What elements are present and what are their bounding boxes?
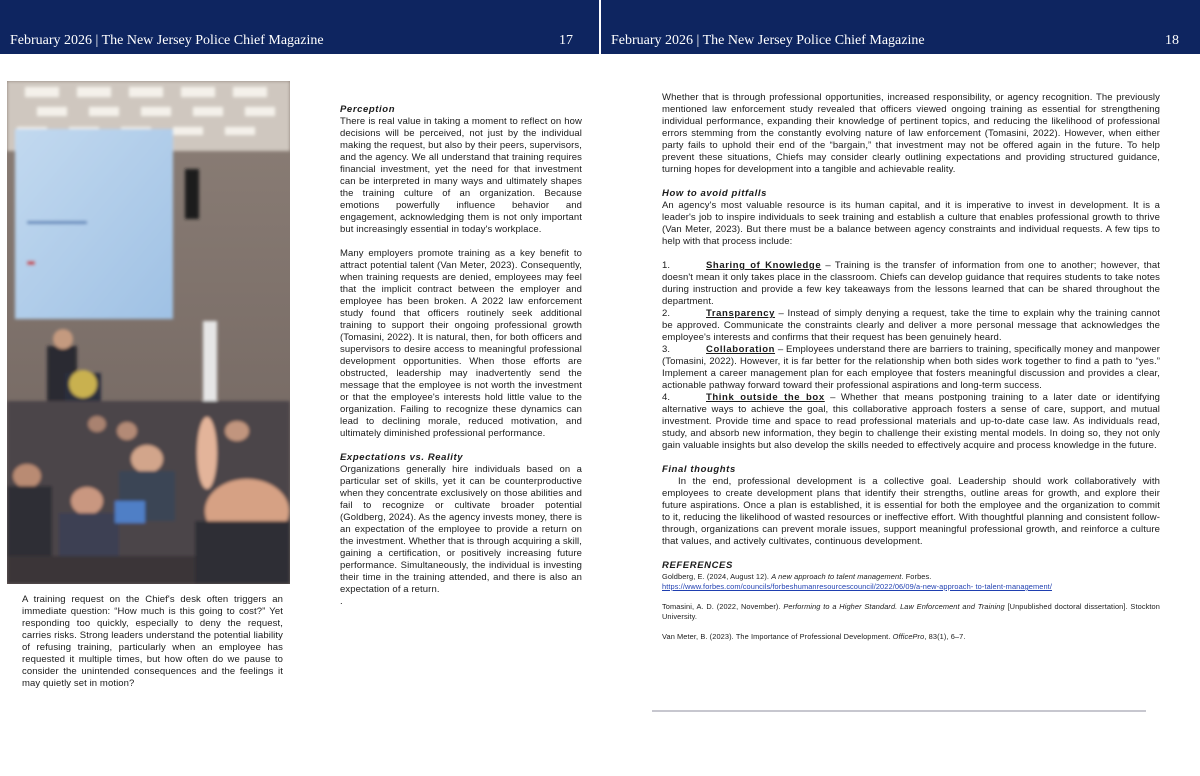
tip-item bbox=[662, 344, 1160, 392]
reference-item bbox=[662, 572, 1160, 592]
magazine-title: February 2026 | The New Jersey Police Chief Magazine bbox=[611, 33, 925, 48]
photo-caption bbox=[22, 594, 283, 690]
article-column-right bbox=[662, 92, 1160, 642]
reference-source: , 83(1), 6–7. bbox=[924, 632, 966, 641]
tip-text: – Employees understand there are barriers to training, specifically money and manpower (Tomasini, 2022). However, it is far better for the relationship when both sides work together to find a path to “yes.” Implement a career management plan for each employee that fosters meaningful discussion and provides a clear, actionable pathway forward toward their professional aspirations and long-term success. bbox=[662, 344, 1160, 391]
pitfalls-heading: How to avoid pitfalls bbox=[662, 188, 767, 199]
reference-link[interactable]: https://www.forbes.com/councils/forbeshumanresourcescouncil/2022/06/09/a-new-approach- to-talent-management/ bbox=[662, 582, 1052, 591]
tip-text: – Training is the transfer of information from one to another; however, that doesn't mean it only takes place in the classroom. Chiefs can develop guidance that requires students to take notes during instruction and provide a few key takeaways from the lessons learned that can be shared throughout the department. bbox=[662, 260, 1160, 307]
page-number: 17 bbox=[559, 33, 573, 48]
reference-item bbox=[662, 602, 1160, 622]
reference-item bbox=[662, 632, 1160, 642]
stray-mark: . bbox=[340, 596, 343, 607]
caption-text: A training request on the Chief's desk often triggers an immediate question: “How much is this going to cost?” Yet responding too quickly, especially to deny the request, carries risks. Strong leaders understand the potential liability of refusing training, particularly when an employee has requested it multiple times, but how often do we pause to consider the unintended consequences and the feelings it may quietly set in motion? bbox=[22, 594, 283, 689]
tip-number: 2. bbox=[662, 308, 671, 319]
tip-number: 4. bbox=[662, 392, 671, 403]
tip-title: Collaboration bbox=[706, 344, 776, 355]
magazine-title: February 2026 | The New Jersey Police Chief Magazine bbox=[10, 33, 324, 48]
tip-item bbox=[662, 308, 1160, 344]
reference-authors: Van Meter, B. (2023). The Importance of Professional Development. bbox=[662, 632, 893, 641]
references-heading: REFERENCES bbox=[662, 560, 733, 571]
tip-number: 3. bbox=[662, 344, 671, 355]
final-paragraph: In the end, professional development is a collective goal. Leadership should work collaboratively with employees to create development plans that identify their strengths, outline areas for growth, and explore their future aspirations. Once a plan is established, it is essential for both the employee and the organization to commit to it, reducing the likelihood of wasted resources or ineffective effort. With thoughtful planning and consistent follow-through, organizations can prevent morale issues, support meaningful professional growth, and reinforce a culture that values, and actively cultivates, continuous development. bbox=[662, 476, 1160, 547]
perception-paragraph-2: Many employers promote training as a key benefit to attract potential talent (Van Meter, 2023). Consequently, when training requests are denied, employees may feel that the implicit contract between the employer and employee has been broken. A 2022 law enforcement study found that officers routinely seek additional training to support their ongoing professional growth (Tomasini, 2022). It is natural, then, for both officers and supervisors to desire access to meaningful professional development opportunities. When those efforts are obstructed, leadership may inadvertently send the message that the employee is not worth the investment or that the employee's interests hold little value to the organization. Failing to recognize these dynamics can lead to declining morale, reduced motivation, and ultimately diminished professional performance. bbox=[340, 248, 582, 439]
conference-photo bbox=[7, 81, 290, 584]
tip-item bbox=[662, 260, 1160, 308]
reference-authors: Goldberg, E. (2024, August 12). bbox=[662, 572, 772, 581]
reference-source: . Forbes. bbox=[901, 572, 932, 581]
page-header-left bbox=[0, 0, 599, 54]
bottom-divider bbox=[652, 710, 1146, 712]
final-heading: Final thoughts bbox=[662, 464, 736, 475]
tip-title: Sharing of Knowledge bbox=[706, 260, 822, 271]
tip-text: – Whether that means postponing training to a later date or identifying alternative ways to achieve the goal, this collaborative approach fosters a sense of care, support, and mutual investment. Provide time and space to read professional materials and up-to-date case law. As individuals read, study, and absorb new information, they begin to challenge their existing mental models. In doing so, they not only gain valuable insights but also develop the skills needed to effectively acquire and process knowledge in the future. bbox=[662, 392, 1160, 451]
pitfalls-paragraph: An agency's most valuable resource is its human capital, and it is imperative to invest in development. It is a leader's job to inspire individuals to seek training and establish a culture that enables professional growth to thrive (Van Meter, 2023). But there must be a balance between agency constraints and individual requests. A few tips to help with that process include: bbox=[662, 200, 1160, 247]
expectations-paragraph: Organizations generally hire individuals based on a particular set of skills, yet it can be counterproductive when they concentrate exclusively on those abilities and fail to recognize or cultivate broader potential (Goldberg, 2024). As the agency invests money, there is an expectation of the employee to provide a return on the investment. Whether that is through acquiring a skill, gaining a certification, or positively increasing future performance. Simultaneously, the individual is investing their time in the training attended, and there is also an expectation of a return. bbox=[340, 464, 582, 595]
reference-authors: Tomasini, A. D. (2022, November). bbox=[662, 602, 784, 611]
tip-title: Transparency bbox=[706, 308, 775, 319]
perception-paragraph-1: There is real value in taking a moment to reflect on how decisions will be perceived, not just by the individual making the request, but also by their peers, supervisors, and the agency. We all understand that training requires financial investment, yet the need for that investment can be interpreted in many ways and ultimately shapes the training culture of an organization. Because emotions powerfully influence behavior and engagement, acknowledging them is not only important but increasingly essential in today's workplace. bbox=[340, 116, 582, 235]
reference-title: A new approach to talent management bbox=[771, 572, 902, 581]
tip-title: Think outside the box bbox=[706, 392, 825, 403]
reference-title: Performing to a Higher Standard. Law Enforcement and Training bbox=[783, 602, 1005, 611]
tip-number: 1. bbox=[662, 260, 671, 271]
reference-source: [Unpublished doctoral dissertation]. Stockton University. bbox=[662, 602, 1160, 621]
conference-photo-illustration bbox=[7, 81, 290, 584]
tip-text: – Instead of simply denying a request, take the time to explain why the training cannot be approved. Communicate the constraints clearly and deliver a more personal message that acknowledges the employee's interests and confirms that their request has been genuinely heard. bbox=[662, 308, 1160, 343]
tip-item bbox=[662, 392, 1160, 452]
page-header-right bbox=[601, 0, 1200, 54]
page-number: 18 bbox=[1165, 33, 1179, 48]
reference-title: OfficePro bbox=[892, 632, 925, 641]
intro-paragraph: Whether that is through professional opportunities, increased responsibility, or agency recognition. The previously mentioned law enforcement study revealed that officers viewed ongoing training as essential for strengthening individual performance, expanding their knowledge of pertinent topics, and reducing the likelihood of professional errors stemming from the constantly evolving nature of law enforcement (Tomasini, 2022). However, when either party fails to uphold their end of the “bargain,” that investment may not be offered again in the future. To help prevent these situations, Chiefs may consider clearly outlining expectations and providing structured guidance, turning hopes for development into a tangible and achievable reality. bbox=[662, 92, 1160, 175]
expectations-heading: Expectations vs. Reality bbox=[340, 452, 464, 463]
article-column-middle bbox=[340, 104, 582, 608]
perception-heading: Perception bbox=[340, 104, 396, 115]
